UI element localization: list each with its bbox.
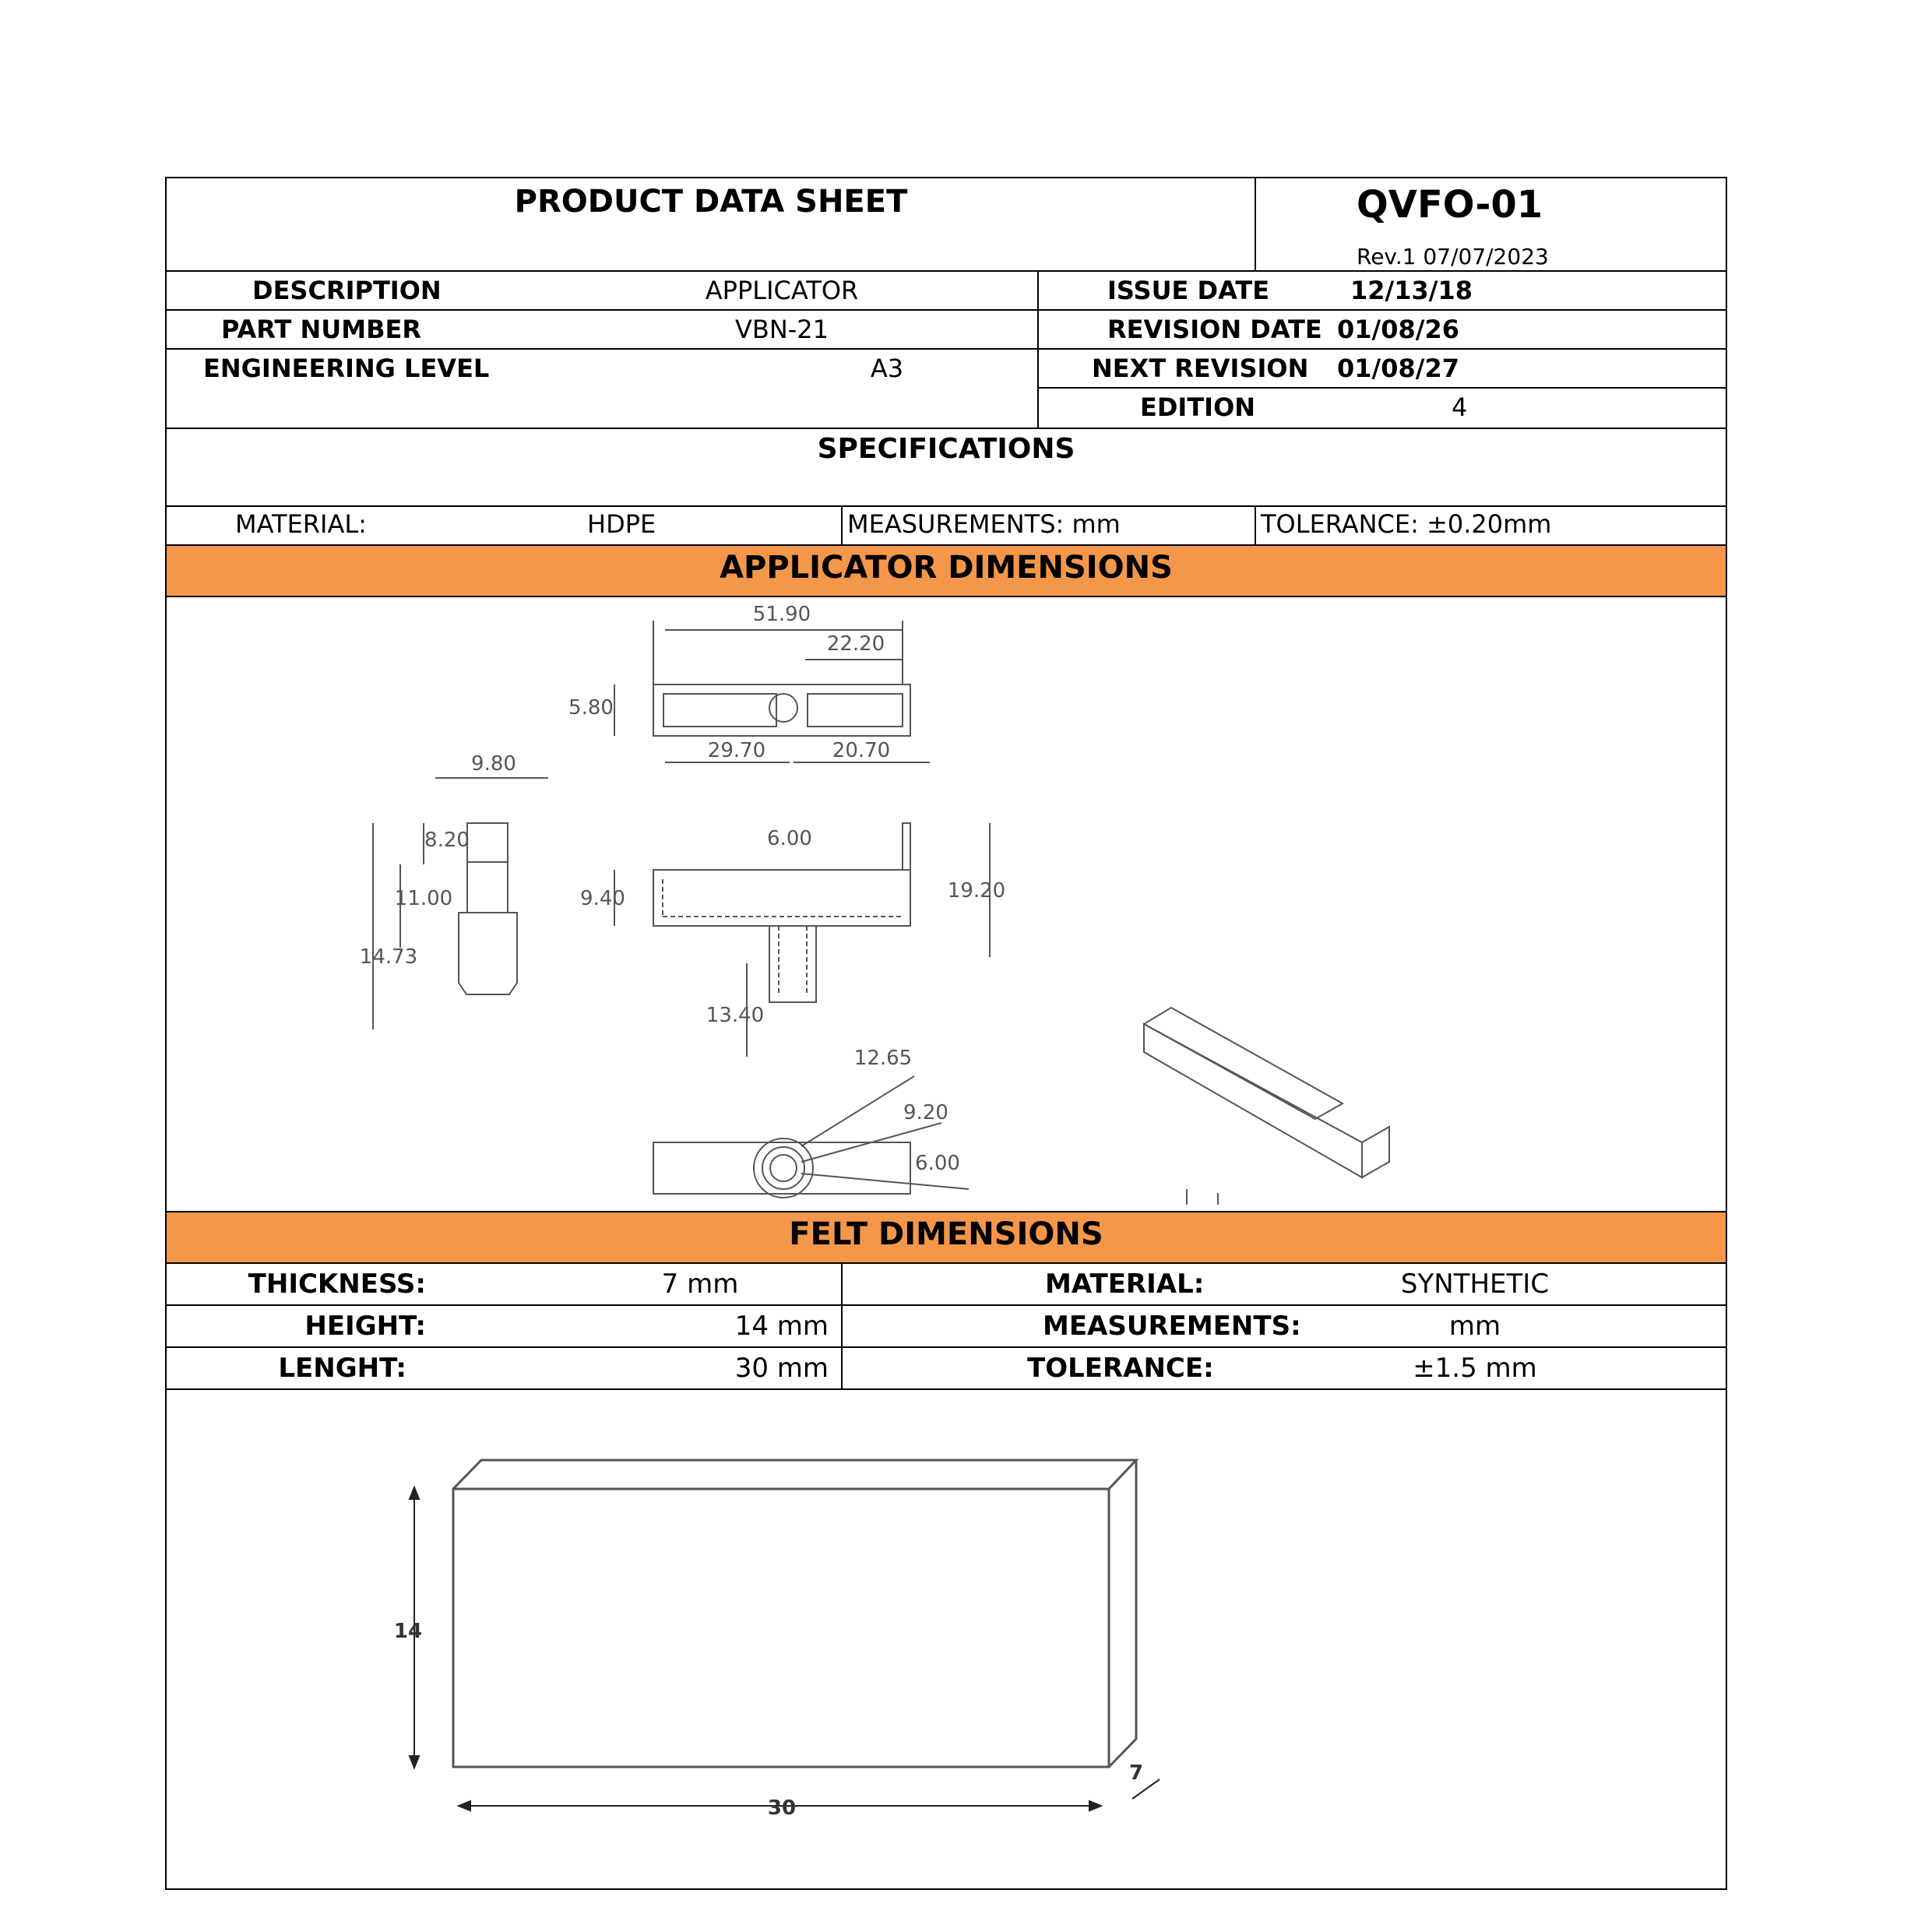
felt-tolerance-label: TOLERANCE: <box>1027 1353 1214 1384</box>
revision-date-label: REVISION DATE <box>1107 315 1322 344</box>
dim-top-overall: 51.90 <box>752 603 811 626</box>
material-label: MATERIAL: <box>235 509 367 539</box>
engineering-level-label: ENGINEERING LEVEL <box>203 354 490 383</box>
material-value: HDPE <box>587 509 656 539</box>
felt-height-dim: 14 <box>393 1620 423 1643</box>
applicator-dimensions-title: APPLICATOR DIMENSIONS <box>720 550 1173 586</box>
dim-bottom-d3: 6.00 <box>915 1152 960 1175</box>
description-label: DESCRIPTION <box>252 276 442 305</box>
felt-thickness-dim: 7 <box>1128 1761 1144 1785</box>
dim-bottom-d1: 12.65 <box>853 1047 913 1070</box>
dim-side-mid: 11.00 <box>394 887 453 910</box>
product-data-sheet <box>165 177 1727 1890</box>
measurements-unit: MEASUREMENTS: mm <box>847 509 1121 539</box>
dim-side-top: 8.20 <box>424 829 470 852</box>
revision-label: Rev.1 07/07/2023 <box>1357 244 1549 269</box>
part-number-value: VBN-21 <box>734 315 829 344</box>
dim-front-right: 19.20 <box>947 879 1006 903</box>
felt-front-face <box>453 1489 1109 1767</box>
felt-height-label: HEIGHT: <box>304 1311 426 1342</box>
felt-tolerance-value: ±1.5 mm <box>1413 1353 1537 1384</box>
edition-value: 4 <box>1452 392 1468 422</box>
felt-material-value: SYNTHETIC <box>1400 1269 1550 1300</box>
dim-top-left-bottom: 29.70 <box>707 739 766 762</box>
dim-front-stem: 13.40 <box>706 1004 765 1027</box>
revision-date-value: 01/08/26 <box>1337 315 1459 344</box>
specifications-title: SPECIFICATIONS <box>817 433 1075 465</box>
dim-top-right-bottom: 20.70 <box>832 739 891 762</box>
tolerance-value: TOLERANCE: ±0.20mm <box>1261 509 1552 539</box>
dim-top-right: 22.20 <box>826 632 885 656</box>
dim-top-height: 5.80 <box>568 696 614 720</box>
felt-thickness-value: 7 mm <box>661 1269 739 1300</box>
dim-front-height: 9.40 <box>580 887 625 910</box>
issue-date-label: ISSUE DATE <box>1107 276 1270 305</box>
engineering-level-value: A3 <box>870 354 904 383</box>
issue-date-value: 12/13/18 <box>1350 276 1473 305</box>
felt-length-dim: 30 <box>767 1797 797 1820</box>
felt-height-value: 14 mm <box>734 1311 829 1342</box>
dim-side-total: 14.73 <box>359 945 418 969</box>
next-revision-value: 01/08/27 <box>1337 354 1459 383</box>
felt-thickness-label: THICKNESS: <box>248 1269 426 1300</box>
part-number-label: PART NUMBER <box>221 315 421 344</box>
felt-measurements-label: MEASUREMENTS: <box>1043 1311 1301 1342</box>
felt-material-label: MATERIAL: <box>1045 1269 1205 1300</box>
description-value: APPLICATOR <box>705 276 859 305</box>
felt-drawing <box>167 1390 1726 1888</box>
felt-dimensions-title: FELT DIMENSIONS <box>789 1216 1103 1252</box>
next-revision-label: NEXT REVISION <box>1092 354 1309 383</box>
felt-length-value: 30 mm <box>734 1353 829 1384</box>
applicator-technical-drawing <box>167 597 1726 1205</box>
dim-bottom-d2: 9.20 <box>903 1101 948 1124</box>
edition-label: EDITION <box>1140 392 1256 422</box>
dim-front-hole: 6.00 <box>767 827 812 850</box>
felt-measurements-value: mm <box>1448 1311 1501 1342</box>
felt-length-label: LENGHT: <box>278 1353 406 1384</box>
document-code: QVFO-01 <box>1357 183 1543 227</box>
page-title: PRODUCT DATA SHEET <box>514 184 908 220</box>
dim-side-width: 9.80 <box>471 752 516 776</box>
